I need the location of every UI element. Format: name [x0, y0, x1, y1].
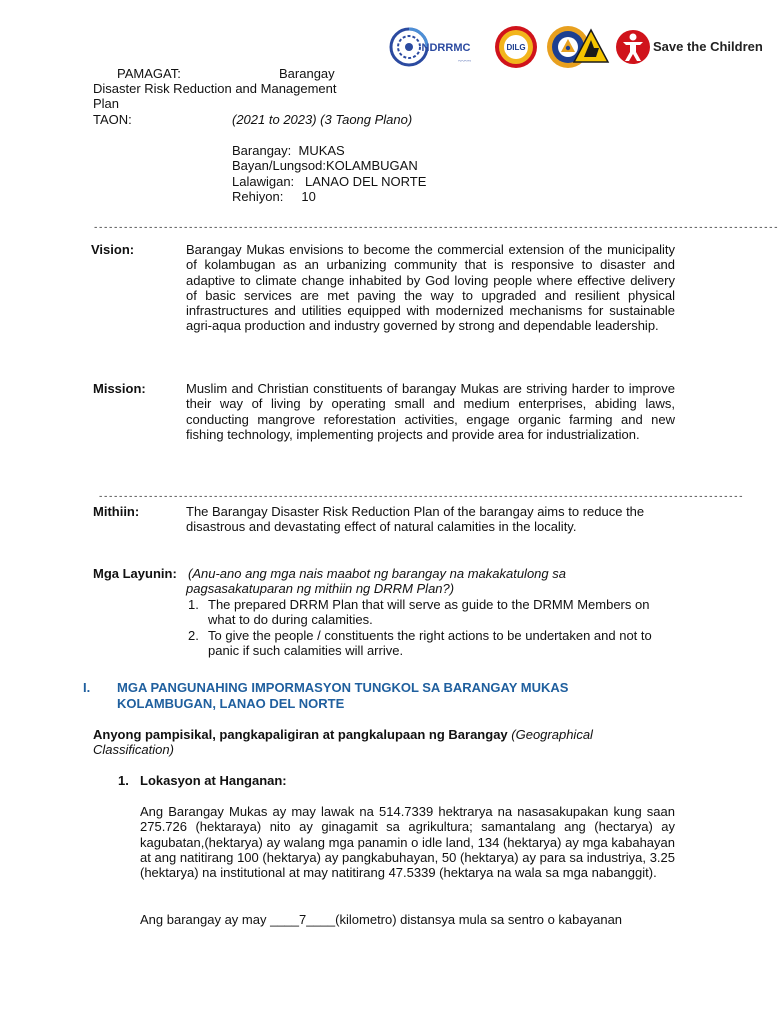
svg-text:~~~~: ~~~~: [458, 59, 471, 65]
vision-label: Vision:: [91, 242, 135, 257]
mission-text: Muslim and Christian constituents of barangay Mukas are striving harder to improve their way of living by operating small and medium enterprises, abiding laws, conducting mangrove reforestation activities, engage organic farming and new fishing technology, implementing projects and provide area for industrialization.: [186, 381, 675, 442]
mithiin-text: The Barangay Disaster Risk Reduction Plan of the barangay aims to reduce the disastrous and devastating effect of natural calamities in the locality.: [186, 504, 645, 535]
lalawigan: Lalawigan: LANAO DEL NORTE: [232, 174, 427, 189]
layunin-list: [186, 597, 678, 658]
save-the-children-text: Save the Children: [653, 39, 763, 54]
ndrrmc-logo-text: NDRRMC: [421, 42, 471, 54]
dilg-seal: [494, 25, 538, 69]
barangay-name: Barangay: MUKAS: [232, 143, 345, 158]
mission-label: Mission:: [93, 381, 146, 396]
section-title: MGA PANGUNAHING IMPORMASYON TUNGKOL SA BARANGAY MUKAS: [117, 680, 569, 695]
taon-label: TAON:: [93, 112, 132, 127]
lokasyon-number: 1.: [118, 773, 129, 788]
distance-pre: Ang barangay ay may: [140, 912, 267, 927]
section-number: I.: [83, 680, 91, 695]
list-item: [186, 597, 678, 628]
anyong-heading-italic: (Geographical Classification): [93, 727, 593, 758]
layunin-question-cont: pagsasakatuparan ng mithiin ng DRRM Plan?): [186, 581, 455, 596]
taon-value: (2021 to 2023) (3 Taong Plano): [232, 112, 413, 127]
rehiyon: Rehiyon: 10: [232, 189, 316, 204]
ndrrmc-logo: [388, 26, 484, 68]
pamagat-value: Barangay: [279, 66, 335, 81]
layunin-label: Mga Layunin:: [93, 566, 177, 581]
lokasyon-distance: [140, 912, 675, 927]
mithiin-label: Mithiin:: [93, 504, 140, 519]
distance-value: ____7____: [270, 912, 336, 927]
yellow-triangle-logo: [572, 28, 610, 64]
save-the-children-logo: [614, 28, 768, 66]
list-item-text: To give the people / constituents the right actions to be undertaken and not to panic if such calamities will arrive.: [208, 627, 652, 658]
dilg-seal-text: DILG: [506, 43, 526, 52]
list-item-number: 1.: [188, 597, 199, 612]
vision-text: Barangay Mukas envisions to become the commercial extension of the municipality of kolambugan as an urbanizing community that is responsive to disaster and adaptive to climate change inhabited by God loving people where effective delivery of basic services are met paving the way to upgraded and resilient physical infrastructures and utilities equipped with modernized mechanisms for sustainable agri-aqua production and industry governed by strong and dependable leadership.: [186, 242, 675, 334]
list-item: [186, 628, 678, 659]
section-title-cont: KOLAMBUGAN, LANAO DEL NORTE: [117, 696, 345, 711]
divider-line: -----------------------------------------------------------------------------------------------------------------------------------------: [93, 223, 778, 233]
pamagat-label: PAMAGAT:: [117, 66, 181, 81]
list-item-number: 2.: [188, 627, 199, 643]
bayan-lungsod: Bayan/Lungsod:KOLAMBUGAN: [232, 158, 418, 173]
pamagat-line3: Plan: [93, 96, 120, 111]
layunin-question: (Anu-ano ang mga nais maabot ng barangay na makakatulong sa: [188, 566, 566, 581]
lokasyon-title: Lokasyon at Hanganan:: [140, 773, 287, 788]
list-item-text: The prepared DRRM Plan that will serve as guide to the DRMM Members on what to do during calamities.: [208, 597, 650, 628]
anyong-heading-bold: Anyong pampisikal, pangkapaligiran at pangkalupaan ng Barangay: [93, 727, 508, 742]
distance-post: (kilometro) distansya mula sa sentro o kabayanan: [335, 912, 623, 927]
lokasyon-paragraph: Ang Barangay Mukas ay may lawak na 514.7339 hektrarya na nasasakupakan kung saan 275.726 (hektaraya) nito ay ginagamit sa agrikultura; samantalang ang (hectarya) ay kagubatan,(hektarya) ay walang mga panamin o idle land, 134 (hektarya) ay mga kabahayan at ang natitirang 100 (hektarya) ay pangkabuhayan, 50 (hektarya) ay para sa industriya, 3.25 (hektarya) na institutional at may natitirang 47.5339 (hektarya na wala sa mga nabanggit).: [140, 804, 675, 881]
pamagat-line2: Disaster Risk Reduction and Management: [93, 81, 337, 96]
anyong-heading: [93, 727, 653, 758]
divider-line: ---------------------------------------------------------------------------------------------------------------------------------: [98, 492, 744, 502]
